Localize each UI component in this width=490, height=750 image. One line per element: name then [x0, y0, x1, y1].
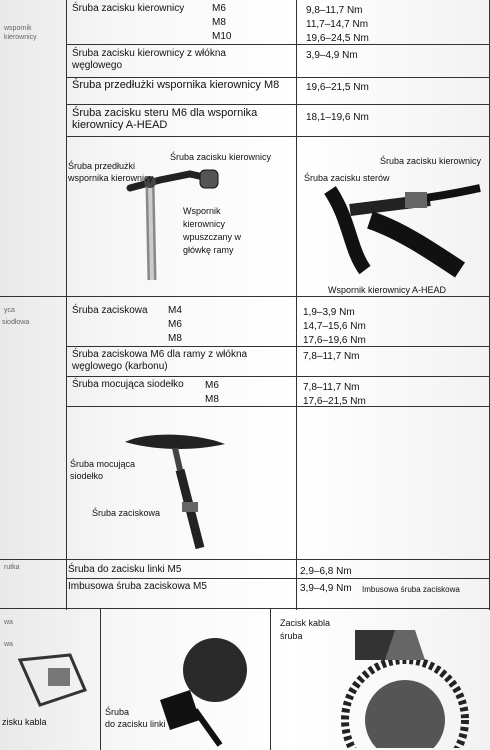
- row-divider: [66, 406, 490, 407]
- torque-value: 9,8–11,7 Nm: [306, 5, 363, 16]
- torque-value: 7,8–11,7 Nm: [303, 382, 360, 393]
- torque-value: 3,9–4,9 Nm: [300, 583, 352, 594]
- torque-note: Imbusowa śruba zaciskowa: [362, 585, 460, 594]
- side-label: kierownicy: [4, 34, 37, 41]
- callout-label: Śruba zaciskowa: [92, 508, 161, 518]
- section-divider: [0, 559, 490, 560]
- torque-value: 17,6–19,6 Nm: [303, 335, 366, 346]
- bottom-divider: [270, 608, 271, 750]
- side-label: wa: [4, 619, 13, 626]
- figure-caption: Wspornik kierownicy A-HEAD: [328, 285, 447, 295]
- size-label: M6: [168, 319, 182, 330]
- row-divider: [66, 104, 490, 105]
- torque-value: 1,9–3,9 Nm: [303, 307, 355, 318]
- row-divider: [66, 44, 490, 45]
- handlebar-carbon-label: Śruba zacisku kierownicy z włókna węglowego: [72, 48, 226, 71]
- front-derailleur-illustration: [10, 640, 95, 720]
- torque-value: 17,6–21,5 Nm: [303, 396, 366, 407]
- size-label: M6: [205, 380, 219, 391]
- section-divider: [0, 296, 490, 297]
- torque-value: 19,6–24,5 Nm: [306, 33, 369, 44]
- side-label: siodłowa: [2, 319, 30, 326]
- rear-derailleur-illustration: [140, 630, 250, 748]
- saddle-bolt-label: Śruba mocująca siodełko: [72, 379, 184, 390]
- torque-value: 7,8–11,7 Nm: [303, 351, 360, 362]
- allen-clamp-label: Imbusowa śruba zaciskowa M5: [68, 581, 207, 592]
- handlebar-extension-label: Śruba przedłużki wspornika kierownicy M8: [72, 79, 280, 91]
- side-label: wa: [4, 641, 13, 648]
- torque-value: 3,9–4,9 Nm: [306, 50, 358, 61]
- row-divider: [66, 136, 490, 137]
- row-divider: [66, 346, 490, 347]
- torque-value: 11,7–14,7 Nm: [306, 19, 369, 30]
- size-label: M8: [205, 394, 219, 405]
- figure-caption: do zacisku linki: [105, 719, 166, 729]
- callout-label: śruba: [280, 631, 303, 641]
- side-label: yca: [4, 307, 15, 314]
- callout-label: Śruba zacisku kierownicy: [170, 152, 272, 162]
- handlebar-clamp-label: Śruba zacisku kierownicy: [72, 3, 185, 14]
- size-label: M4: [168, 305, 182, 316]
- table-border-left: [66, 0, 67, 610]
- size-label: M8: [168, 333, 182, 344]
- callout-label: Zacisk kabla: [280, 618, 331, 628]
- side-label: wspornik: [4, 25, 32, 32]
- callout-label: Wspornik kierownicy wpuszczany w główkę ramy: [183, 206, 242, 255]
- torque-value: 2,9–6,8 Nm: [300, 566, 352, 577]
- callout-label: Śruba zacisku kierownicy: [380, 156, 482, 166]
- figure-caption: zisku kabla: [2, 717, 47, 727]
- row-divider: [66, 376, 490, 377]
- callout-label: Śruba mocująca siodełko: [70, 459, 136, 481]
- bottom-divider: [100, 608, 101, 750]
- seatpost-carbon-label: Śruba zaciskowa M6 dla ramy z włókna węglowego (karbonu): [72, 349, 248, 372]
- torque-value: 14,7–15,6 Nm: [303, 321, 366, 332]
- section-divider: [0, 608, 490, 609]
- ahead-clamp-label: Śruba zacisku steru M6 dla wspornika kierownicy A-HEAD: [72, 107, 258, 131]
- saddle-seatpost-illustration: [120, 430, 230, 550]
- size-label: M6: [212, 3, 226, 14]
- size-label: M8: [212, 17, 226, 28]
- side-label: rutka: [4, 564, 20, 571]
- torque-value: 19,6–21,5 Nm: [306, 82, 369, 93]
- seatpost-clamp-label: Śruba zaciskowa: [72, 305, 148, 316]
- cable-clamp-label: Śruba do zacisku linki M5: [68, 564, 182, 575]
- row-divider: [66, 578, 490, 579]
- row-divider: [66, 77, 490, 78]
- callout-label: Śruba zacisku sterów: [304, 173, 390, 183]
- torque-value: 18,1–19,6 Nm: [306, 112, 369, 123]
- crankset-illustration: [315, 620, 485, 748]
- callout-label: Śruba przedłużki wspornika kierownicy: [68, 161, 154, 183]
- ahead-stem-illustration: [310, 170, 485, 285]
- figure-caption: Śruba: [105, 707, 130, 717]
- table-border-middle: [296, 0, 297, 610]
- size-label: M10: [212, 31, 232, 42]
